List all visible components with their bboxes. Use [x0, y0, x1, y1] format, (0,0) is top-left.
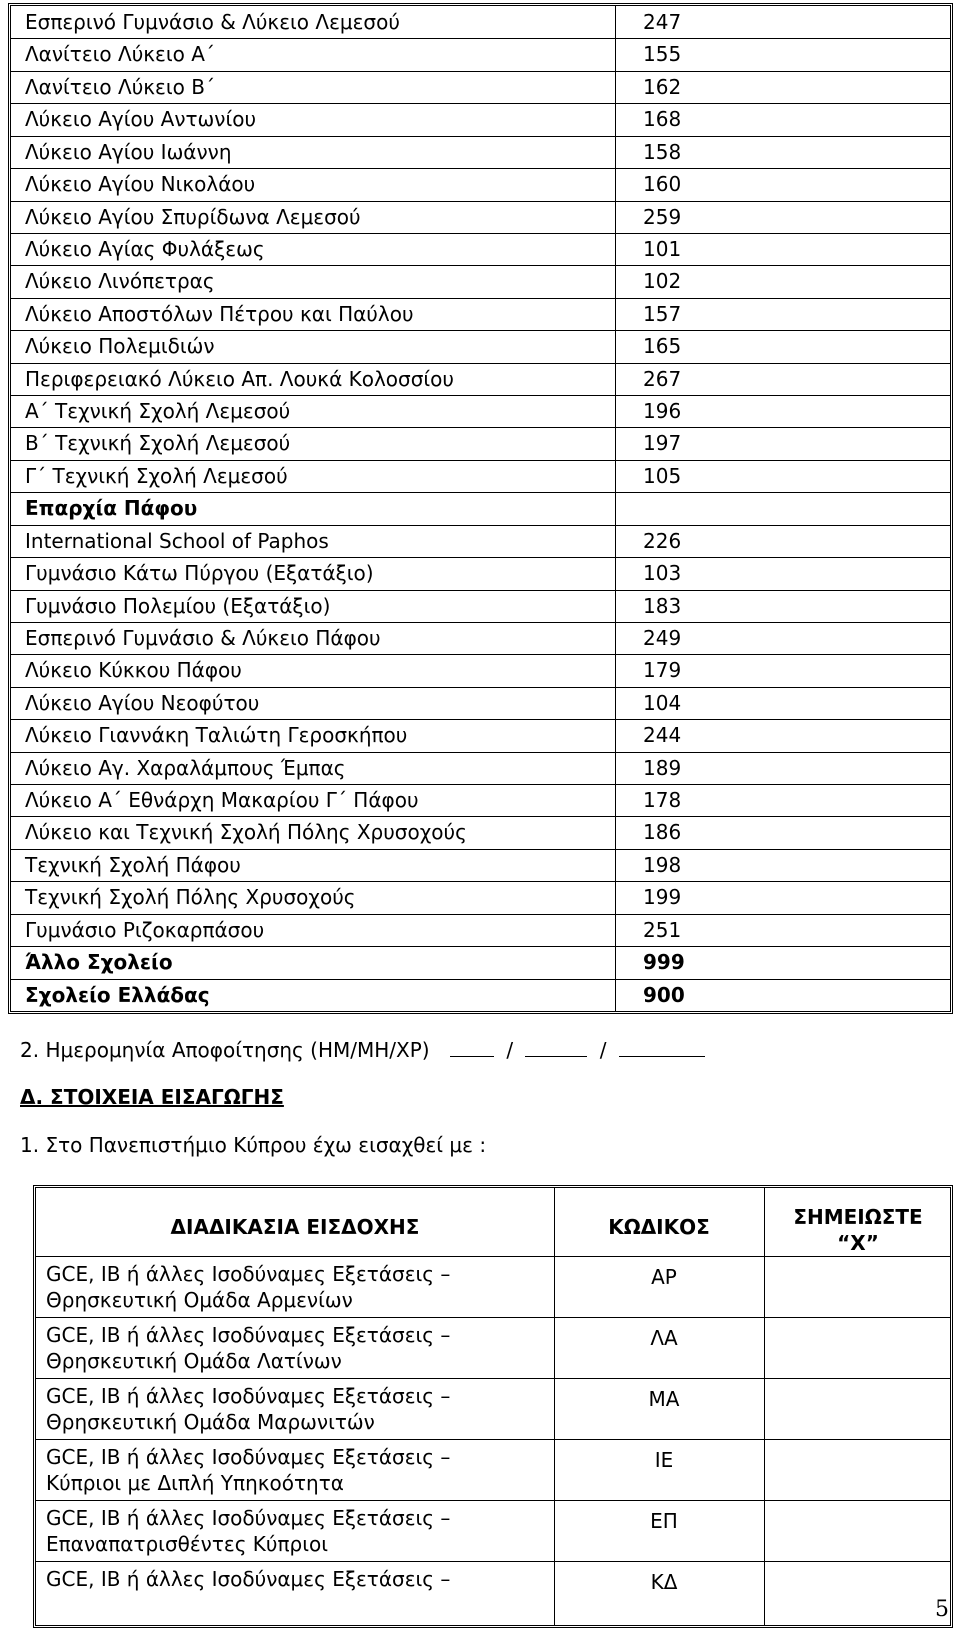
school-code: 165 [643, 334, 682, 359]
graduation-date-label: 2. Ημερομηνία Αποφοίτησης (ΗΜ/ΜΗ/ΧΡ) [20, 1038, 430, 1062]
school-name: Γυμνάσιο Πολεμίου (Εξατάξιο) [25, 593, 331, 618]
day-blank[interactable] [450, 1036, 494, 1057]
admission-procedure [46, 1261, 556, 1313]
section-heading: Δ. ΣΤΟΙΧΕΙΑ ΕΙΣΑΓΩΓΗΣ [20, 1085, 284, 1109]
date-separator: / [506, 1038, 514, 1062]
school-code: 196 [643, 399, 682, 424]
procedure-line1: GCE, IB ή άλλες Ισοδύναμες Εξετάσεις – [46, 1567, 451, 1591]
table-row [11, 881, 950, 914]
table-row [11, 298, 950, 331]
school-name: Λύκειο Αγίου Αντωνίου [25, 107, 257, 132]
row-divider [36, 1256, 950, 1257]
table-row [11, 201, 950, 234]
table-row [11, 330, 950, 363]
school-name: Λύκειο Αγίας Φυλάξεως [25, 236, 265, 261]
school-code: 199 [643, 885, 682, 910]
procedure-line1: GCE, IB ή άλλες Ισοδύναμες Εξετάσεις – [46, 1262, 451, 1286]
school-code: 103 [643, 561, 682, 586]
school-name: Α΄ Τεχνική Σχολή Λεμεσού [25, 399, 291, 424]
mark-x-cell[interactable] [766, 1319, 950, 1376]
school-code: 179 [643, 658, 682, 683]
school-code: 249 [643, 625, 682, 650]
admission-question: 1. Στο Πανεπιστήμιο Κύπρου έχω εισαχθεί με : [20, 1133, 487, 1157]
school-name: Επαρχία Πάφου [25, 496, 198, 521]
school-name: Λανίτειο Λύκειο Α΄ [25, 42, 215, 67]
procedure-line2: Θρησκευτική Ομάδα Μαρωνιτών [46, 1410, 375, 1434]
school-name: Β΄ Τεχνική Σχολή Λεμεσού [25, 431, 291, 456]
header-code: ΚΩΔΙΚΟΣ [608, 1215, 710, 1239]
school-name: Λύκειο Αγίου Νεοφύτου [25, 690, 260, 715]
school-code: 158 [643, 139, 682, 164]
header-mark-line2: “Χ” [837, 1231, 879, 1255]
header-mark-line1: ΣΗΜΕΙΩΣΤΕ [793, 1205, 923, 1229]
table-row [11, 784, 950, 817]
table-row [11, 38, 950, 71]
mark-x-cell[interactable] [766, 1563, 950, 1620]
school-code: 244 [643, 723, 682, 748]
admission-code: ΙΕ [654, 1448, 674, 1472]
procedure-line2: Θρησκευτική Ομάδα Αρμενίων [46, 1288, 353, 1312]
school-name: Γυμνάσιο Κάτω Πύργου (Εξατάξιο) [25, 561, 374, 586]
school-code: 183 [643, 593, 682, 618]
school-name: Εσπερινό Γυμνάσιο & Λύκειο Λεμεσού [25, 10, 400, 34]
procedure-line1: GCE, IB ή άλλες Ισοδύναμες Εξετάσεις – [46, 1323, 451, 1347]
table-row [11, 168, 950, 201]
school-code: 900 [643, 982, 685, 1007]
school-code: 226 [643, 528, 682, 553]
table-row [11, 946, 950, 979]
procedure-line1: GCE, IB ή άλλες Ισοδύναμες Εξετάσεις – [46, 1445, 451, 1469]
row-divider [36, 1317, 950, 1318]
procedure-line1: GCE, IB ή άλλες Ισοδύναμες Εξετάσεις – [46, 1506, 451, 1530]
school-name: Τεχνική Σχολή Πάφου [25, 852, 241, 877]
table-row [11, 979, 950, 1011]
row-divider [36, 1378, 950, 1379]
admission-code: ΚΔ [650, 1570, 678, 1594]
header-mark [764, 1204, 952, 1256]
school-code: 105 [643, 463, 682, 488]
school-code: 102 [643, 269, 682, 294]
table-row [11, 363, 950, 396]
school-code: 104 [643, 690, 682, 715]
table-row [11, 914, 950, 947]
table-row [11, 6, 950, 39]
school-code: 155 [643, 42, 682, 67]
admission-code: ΜΑ [648, 1387, 680, 1411]
table-row [11, 687, 950, 720]
table-row [11, 103, 950, 136]
page-number: 5 [935, 1597, 949, 1622]
table-row [11, 427, 950, 460]
school-code: 178 [643, 788, 682, 813]
school-code: 168 [643, 107, 682, 132]
table-row [11, 557, 950, 590]
year-blank[interactable] [619, 1036, 705, 1057]
school-name: Λύκειο και Τεχνική Σχολή Πόλης Χρυσοχούς [25, 820, 467, 845]
procedure-line1: GCE, IB ή άλλες Ισοδύναμες Εξετάσεις – [46, 1384, 451, 1408]
row-divider [36, 1561, 950, 1562]
school-code: 189 [643, 755, 682, 780]
table-row [11, 136, 950, 169]
header-procedure: ΔΙΑΔΙΚΑΣΙΑ ΕΙΣΔΟΧΗΣ [170, 1215, 420, 1239]
school-name: Γυμνάσιο Ριζοκαρπάσου [25, 917, 265, 942]
table-row [11, 492, 950, 525]
school-code: 999 [643, 950, 685, 975]
table-row [11, 590, 950, 623]
school-name: Λύκειο Αγ. Χαραλάμπους Έμπας [25, 755, 346, 780]
school-name: Λύκειο Α΄ Εθνάρχη Μακαρίου Γ΄ Πάφου [25, 788, 419, 813]
graduation-date-field [20, 1036, 705, 1062]
school-name: International School of Paphos [25, 528, 329, 553]
school-name: Λανίτειο Λύκειο Β΄ [25, 74, 215, 99]
school-code: 198 [643, 852, 682, 877]
school-name: Λύκειο Λινόπετρας [25, 269, 215, 294]
school-name: Περιφερειακό Λύκειο Απ. Λουκά Κολοσσίου [25, 366, 454, 391]
table-row [11, 719, 950, 752]
school-code: 251 [643, 917, 682, 942]
table-row [11, 395, 950, 428]
table-row [11, 233, 950, 266]
table-row [11, 525, 950, 558]
school-name: Λύκειο Αγίου Ιωάννη [25, 139, 232, 164]
admission-procedure [46, 1444, 556, 1496]
row-divider [36, 1500, 950, 1501]
school-name: Λύκειο Αγίου Σπυρίδωνα Λεμεσού [25, 204, 361, 229]
table-row [11, 816, 950, 849]
school-code: 267 [643, 366, 682, 391]
table-row [11, 654, 950, 687]
mark-x-cell[interactable] [766, 1380, 950, 1437]
school-name: Λύκειο Κύκκου Πάφου [25, 658, 242, 683]
mark-x-cell[interactable] [766, 1502, 950, 1559]
school-code: 162 [643, 74, 682, 99]
admission-code: ΛΑ [650, 1326, 678, 1350]
procedure-line2: Επαναπατρισθέντες Κύπριοι [46, 1532, 328, 1556]
school-name: Λύκειο Αγίου Νικολάου [25, 172, 256, 197]
schools-table [8, 3, 953, 1014]
school-code: 157 [643, 301, 682, 326]
row-divider [36, 1439, 950, 1440]
school-name: Τεχνική Σχολή Πόλης Χρυσοχούς [25, 885, 356, 910]
table-row [11, 849, 950, 882]
school-code: 186 [643, 820, 682, 845]
mark-x-cell[interactable] [766, 1258, 950, 1315]
school-code: 101 [643, 236, 682, 261]
table-row [11, 752, 950, 785]
admission-table [33, 1185, 953, 1628]
admission-procedure [46, 1322, 556, 1374]
school-name: Λύκειο Αποστόλων Πέτρου και Παύλου [25, 301, 414, 326]
school-name: Λύκειο Πολεμιδιών [25, 334, 215, 359]
table-row [11, 71, 950, 104]
date-separator: / [599, 1038, 607, 1062]
school-code: 160 [643, 172, 682, 197]
school-name: Λύκειο Γιαννάκη Ταλιώτη Γεροσκήπου [25, 723, 408, 748]
admission-procedure [46, 1566, 556, 1592]
school-name: Σχολείο Ελλάδας [25, 982, 210, 1007]
school-name: Γ΄ Τεχνική Σχολή Λεμεσού [25, 463, 288, 488]
school-code: 197 [643, 431, 682, 456]
admission-code: ΑΡ [651, 1265, 677, 1289]
school-code: 247 [643, 10, 682, 34]
school-name: Άλλο Σχολείο [25, 950, 173, 975]
month-blank[interactable] [525, 1036, 587, 1057]
procedure-line2: Κύπριοι με Διπλή Υπηκοότητα [46, 1471, 344, 1495]
admission-procedure [46, 1505, 556, 1557]
table-row [11, 460, 950, 493]
admission-procedure [46, 1383, 556, 1435]
procedure-line2: Θρησκευτική Ομάδα Λατίνων [46, 1349, 342, 1373]
school-name: Εσπερινό Γυμνάσιο & Λύκειο Πάφου [25, 625, 381, 650]
table-row [11, 265, 950, 298]
mark-x-cell[interactable] [766, 1441, 950, 1498]
table-row [11, 622, 950, 655]
admission-code: ΕΠ [650, 1509, 678, 1533]
school-code: 259 [643, 204, 682, 229]
